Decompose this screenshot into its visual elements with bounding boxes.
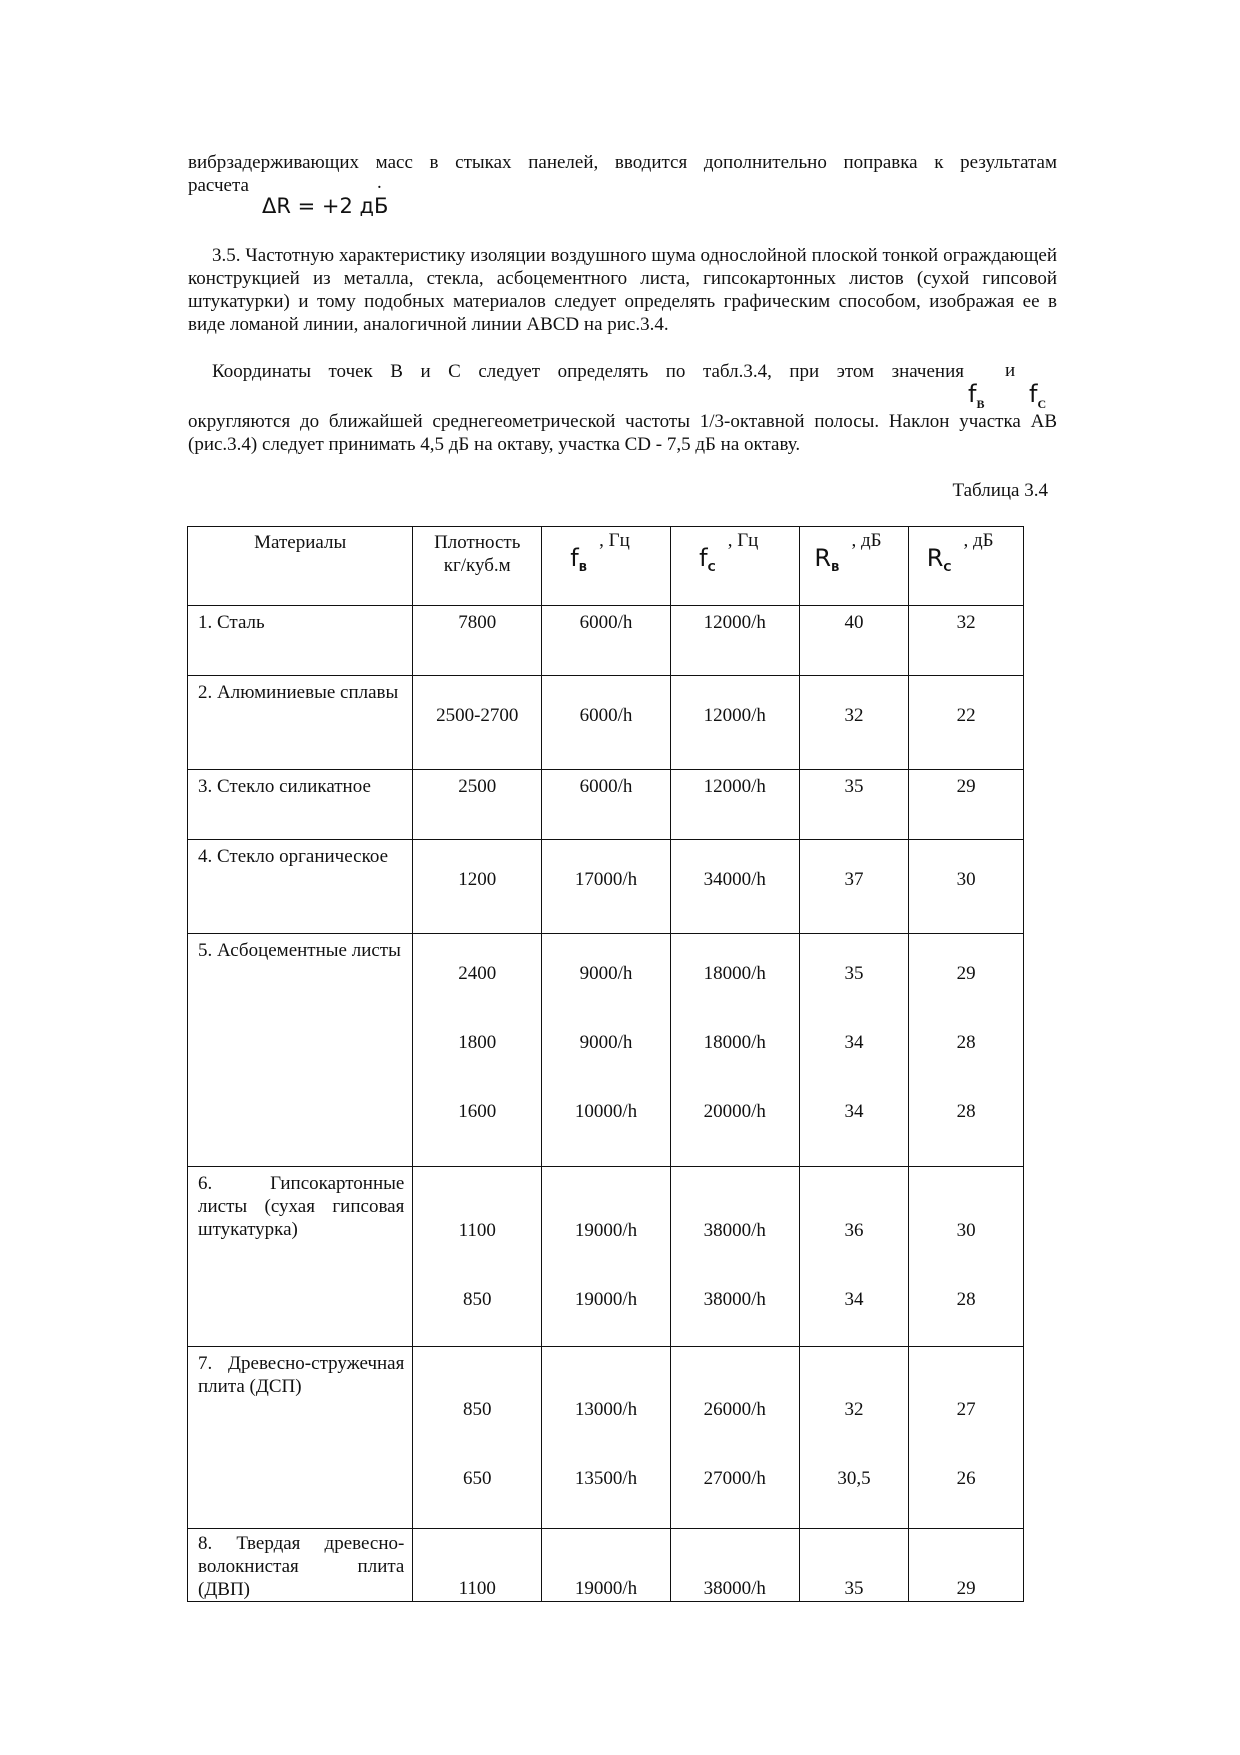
density-cell: 7800: [413, 606, 542, 676]
fc-cell: 34000/h: [670, 840, 799, 934]
intro-text: вибрзадерживающих масс в стыках панелей, вводится дополнительно поправка к результатам: [188, 152, 1057, 173]
rb-cell: 32: [799, 676, 909, 770]
rb-header-symbol: $R_B$: [814, 544, 840, 574]
fc-cell: 12000/h: [670, 606, 799, 676]
material-cell: 4. Стекло органическое: [188, 840, 413, 934]
table-row: [188, 840, 1024, 934]
intro-period: .: [377, 172, 382, 193]
fb-cell: 17000/h: [542, 840, 671, 934]
rb-cell: 32 30,5: [799, 1347, 909, 1529]
rb-cell: 37: [799, 840, 909, 934]
rc-cell: 29: [909, 1529, 1024, 1602]
fb-cell: 13000/h 13500/h: [542, 1347, 671, 1529]
material-cell: 2. Алюминиевые сплавы: [188, 676, 413, 770]
material-cell: 1. Сталь: [188, 606, 413, 676]
coords-text: Координаты точек В и С следует определять по табл.3.4, при этом значения: [212, 361, 964, 382]
fc-cell: 18000/h 18000/h 20000/h: [670, 934, 799, 1167]
fb-symbol: $f_B$: [968, 380, 985, 411]
rc-header-symbol: $R_C$: [926, 544, 952, 574]
coords-continuation: округляются до ближайшей среднегеометрической частоты 1/3-октавной полосы. Наклон участка AB (рис.3.4) следует принимать 4,5 дБ на октаву, участка CD - 7,5 дБ на октаву.: [188, 411, 1057, 455]
rc-cell: 27 26: [909, 1347, 1024, 1529]
fc-symbol: $f_C$: [1029, 380, 1047, 411]
density-cell: 2500-2700: [413, 676, 542, 770]
rb-cell: 40: [799, 606, 909, 676]
fc-cell: 38000/h: [670, 1529, 799, 1602]
density-cell: 850 650: [413, 1347, 542, 1529]
fc-cell: 38000/h 38000/h: [670, 1167, 799, 1347]
rc-cell: 22: [909, 676, 1024, 770]
density-cell: 1100 850: [413, 1167, 542, 1347]
header-fb: $f_B$, Гц: [542, 527, 671, 606]
fc-header-symbol: $f_C$: [699, 544, 716, 574]
intro-line-1: [188, 151, 1057, 174]
table-row: [188, 1167, 1024, 1347]
fb-cell: 19000/h: [542, 1529, 671, 1602]
table-row: [188, 606, 1024, 676]
rb-cell: 36 34: [799, 1167, 909, 1347]
section-3-5-paragraph: 3.5. Частотную характеристику изоляции воздушного шума однослойной плоской тонкой ограждающей конструкцией из металла, стекла, асбоцементного листа, гипсокартонных листов (сухой гипсовой штукатурки) и тому подобных материалов следует определять графическим способом, изображая ее в виде ломаной линии, аналогичной линии ABCD на рис.3.4.: [188, 245, 1057, 335]
table-row: [188, 676, 1024, 770]
material-cell: 5. Асбоцементные листы: [188, 934, 413, 1167]
material-cell: 7. Древесно-стружечная плита (ДСП): [188, 1347, 413, 1529]
materials-table: [187, 526, 1024, 1602]
table-header-row: [188, 527, 1024, 606]
density-cell: 2400 1800 1600: [413, 934, 542, 1167]
header-density: Плотность кг/куб.м: [413, 527, 542, 606]
delta-r-formula: ΔR = +2 дБ: [262, 194, 389, 218]
rc-cell: 32: [909, 606, 1024, 676]
header-rc: $R_C$, дБ: [909, 527, 1024, 606]
fb-cell: 19000/h 19000/h: [542, 1167, 671, 1347]
header-rb: $R_B$, дБ: [799, 527, 909, 606]
table-row: [188, 770, 1024, 840]
table-row: [188, 1529, 1024, 1602]
density-cell: 2500: [413, 770, 542, 840]
fb-cell: 9000/h 9000/h 10000/h: [542, 934, 671, 1167]
table-row: [188, 934, 1024, 1167]
material-cell: 8. Твердая древесно-волокнистая плита (ДВП): [188, 1529, 413, 1602]
fb-cell: 6000/h: [542, 770, 671, 840]
table-caption: Таблица 3.4: [952, 480, 1048, 501]
density-cell: 1200: [413, 840, 542, 934]
rc-cell: 30 28: [909, 1167, 1024, 1347]
rc-cell: 30: [909, 840, 1024, 934]
coords-line-1: [188, 360, 964, 383]
fc-cell: 12000/h: [670, 770, 799, 840]
rb-cell: 35: [799, 1529, 909, 1602]
fb-header-symbol: $f_B$: [570, 544, 588, 574]
fb-cell: 6000/h: [542, 676, 671, 770]
rb-cell: 35: [799, 770, 909, 840]
material-cell: 3. Стекло силикатное: [188, 770, 413, 840]
fc-cell: 12000/h: [670, 676, 799, 770]
rb-cell: 35 34 34: [799, 934, 909, 1167]
fb-cell: 6000/h: [542, 606, 671, 676]
material-cell: 6. Гипсокартонные листы (сухая гипсовая штукатурка): [188, 1167, 413, 1347]
header-fc: $f_C$, Гц: [670, 527, 799, 606]
coords-and: и: [1005, 360, 1016, 381]
rc-cell: 29 28 28: [909, 934, 1024, 1167]
fc-cell: 26000/h 27000/h: [670, 1347, 799, 1529]
header-materials: Материалы: [188, 527, 413, 606]
intro-raschet: расчета: [188, 175, 249, 196]
density-cell: 1100: [413, 1529, 542, 1602]
rc-cell: 29: [909, 770, 1024, 840]
table-row: [188, 1347, 1024, 1529]
